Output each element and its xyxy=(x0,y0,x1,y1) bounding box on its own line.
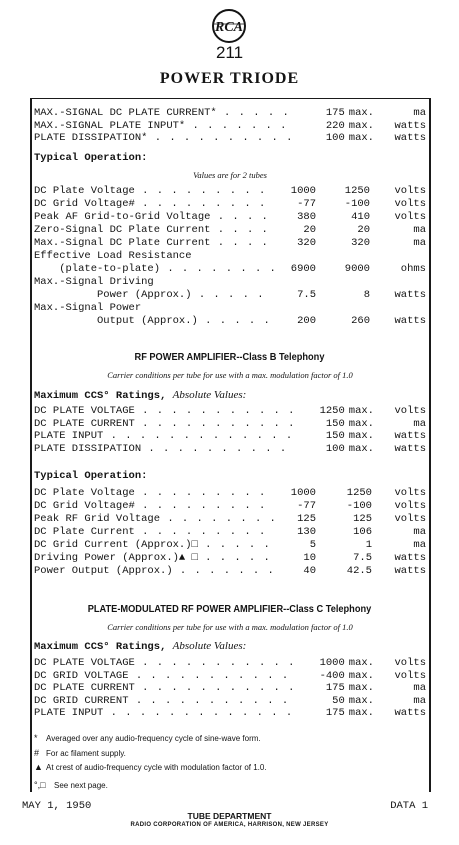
rating-max: max. xyxy=(348,119,374,132)
rating-label: DC PLATE VOLTAGE . . . xyxy=(34,657,297,670)
footnote-mark: # xyxy=(34,748,40,758)
section2-ratings-heading-bold: Maximum CCS° Ratings, xyxy=(34,390,167,402)
typical-row xyxy=(34,513,426,526)
rating-value: 220 xyxy=(325,119,345,132)
section3-note: Carrier conditions per tube for use with a max. modulation factor of 1.0 xyxy=(107,622,353,632)
rating-max: max. xyxy=(348,417,374,430)
footnote xyxy=(34,780,426,791)
rating-row xyxy=(34,707,426,720)
typical-unit: ohms xyxy=(400,263,426,275)
typical-row xyxy=(34,526,426,539)
rating-row xyxy=(34,443,426,456)
typical-unit: ma xyxy=(413,526,426,538)
typical-value-1: 1000 xyxy=(290,185,316,197)
rating-label: PLATE INPUT . . . xyxy=(34,707,297,720)
typical-unit: volts xyxy=(394,487,426,499)
section2-note: Carrier conditions per tube for use with a max. modulation factor of 1.0 xyxy=(107,370,353,380)
rating-max: max. xyxy=(348,694,374,707)
footnote-text: Averaged over any audio-frequency cycle of sine-wave form. xyxy=(46,734,261,743)
rating-row xyxy=(34,682,426,695)
typical-value-2: 106 xyxy=(353,526,372,538)
typical-unit: ma xyxy=(413,224,426,236)
footer-page-number: DATA 1 xyxy=(390,800,428,812)
footnote-text: For ac filament supply. xyxy=(46,749,126,758)
typical-row xyxy=(34,250,426,263)
section2-ratings-heading-italic: Absolute Values: xyxy=(172,389,247,401)
typical-label: Output (Approx.) . . . xyxy=(34,315,274,328)
rating-value: 50 xyxy=(332,694,345,707)
tube-number: 211 xyxy=(215,43,244,62)
rating-label: PLATE DISSIPATION* . . . xyxy=(34,132,297,145)
rating-row xyxy=(34,107,426,120)
typical-label: Driving Power (Approx.)▲ □ . . . xyxy=(34,552,274,565)
typical-row xyxy=(34,539,426,552)
rating-row xyxy=(34,695,426,708)
typical-value-1: 6900 xyxy=(290,263,316,275)
typical-value-1: -77 xyxy=(297,500,316,512)
rating-max: max. xyxy=(348,682,374,694)
typical-label: Power (Approx.) . . . xyxy=(34,289,274,302)
rating-label: DC GRID CURRENT . . . xyxy=(34,695,297,708)
rating-label: PLATE DISSIPATION . . . xyxy=(34,443,297,456)
section3-ratings-heading-bold: Maximum CCS° Ratings, xyxy=(34,641,167,653)
typical-value-1: 10 xyxy=(303,552,316,564)
typical-value-2: 7.5 xyxy=(353,552,372,564)
typical-row xyxy=(34,185,426,198)
typical-row xyxy=(34,552,426,565)
typical-row xyxy=(34,237,426,250)
typical-value-1: 320 xyxy=(297,237,316,249)
rating-label: DC GRID VOLTAGE . . . xyxy=(34,670,297,683)
rating-unit: watts xyxy=(394,707,426,719)
typical-unit: volts xyxy=(394,185,426,197)
typical-value-1: 7.5 xyxy=(297,289,316,301)
rating-label: MAX.-SIGNAL DC PLATE CURRENT* . . . xyxy=(34,107,297,120)
typical-value-2: 1250 xyxy=(346,487,372,499)
rating-unit: volts xyxy=(394,669,426,682)
typical-value-1: 40 xyxy=(303,565,316,577)
rating-unit: ma xyxy=(413,694,426,707)
typical-row xyxy=(34,500,426,513)
typical-value-2: -100 xyxy=(344,198,370,210)
rating-row xyxy=(34,657,426,670)
typical-label: Peak RF Grid Voltage . . . xyxy=(34,513,274,526)
typical-label: DC Grid Voltage# . . . xyxy=(34,500,274,513)
svg-text:RCA: RCA xyxy=(214,20,244,35)
typical-value-2: 1250 xyxy=(344,185,370,197)
page-title: POWER TRIODE xyxy=(159,70,300,87)
typical-row xyxy=(34,315,426,328)
rating-value: 100 xyxy=(325,132,345,144)
typical-label: Power Output (Approx.) . . . xyxy=(34,565,274,578)
footnote xyxy=(34,762,426,773)
rating-label: DC PLATE VOLTAGE . . . xyxy=(34,405,297,418)
rating-unit: watts xyxy=(394,442,426,455)
rating-unit: volts xyxy=(394,405,426,417)
typical-label: Peak AF Grid-to-Grid Voltage . . . xyxy=(34,211,274,224)
typical-value-1: 130 xyxy=(297,526,316,538)
typical-label: Zero-Signal DC Plate Current . . . xyxy=(34,224,274,237)
typical-row xyxy=(34,289,426,302)
rating-unit: ma xyxy=(413,682,426,694)
rating-max: max. xyxy=(348,657,374,669)
rating-value: 150 xyxy=(325,430,345,442)
typical-value-2: 42.5 xyxy=(346,565,372,577)
typical-row xyxy=(34,224,426,237)
rating-unit: watts xyxy=(394,119,426,132)
section1-typical-heading: Typical Operation: xyxy=(34,152,148,164)
typical-value-2: 1 xyxy=(365,539,372,551)
typical-row xyxy=(34,198,426,211)
typical-unit: volts xyxy=(394,211,426,223)
typical-value-2: 410 xyxy=(351,211,370,223)
typical-value-2: 9000 xyxy=(344,263,370,275)
footnote-mark: °,□ xyxy=(34,780,46,790)
rating-value: 1000 xyxy=(319,657,345,669)
typical-value-2: 20 xyxy=(357,224,370,236)
typical-label: Max.-Signal DC Plate Current . . . xyxy=(34,237,274,250)
rating-unit: ma xyxy=(413,107,426,119)
footer-department: TUBE DEPARTMENT xyxy=(187,811,272,821)
footnote xyxy=(34,733,426,744)
rating-unit: watts xyxy=(394,430,426,442)
rating-max: max. xyxy=(348,107,374,119)
typical-value-2: 320 xyxy=(351,237,370,249)
footer-corporation: RADIO CORPORATION OF AMERICA, HARRISON, NEW JERSEY xyxy=(130,822,329,828)
typical-value-1: -77 xyxy=(297,198,316,210)
rating-label: PLATE INPUT . . . xyxy=(34,430,297,443)
footnote-mark: * xyxy=(34,733,38,743)
typical-value-1: 1000 xyxy=(290,487,316,499)
section2-typical-heading: Typical Operation: xyxy=(34,470,148,482)
typical-value-1: 380 xyxy=(297,211,316,223)
rating-max: max. xyxy=(348,669,374,682)
rating-row xyxy=(34,430,426,443)
section3-title: PLATE-MODULATED RF POWER AMPLIFIER--Class C Telephony xyxy=(87,603,372,615)
typical-row xyxy=(34,276,426,289)
footnote-text: At crest of audio-frequency cycle with modulation factor of 1.0. xyxy=(46,763,267,772)
section3-ratings-heading-italic: Absolute Values: xyxy=(172,640,247,652)
typical-value-1: 125 xyxy=(297,513,316,525)
typical-label: Effective Load Resistance xyxy=(34,250,192,262)
typical-row xyxy=(34,565,426,578)
rating-value: 175 xyxy=(325,682,345,694)
rating-row xyxy=(34,132,426,145)
rating-value: 175 xyxy=(325,107,345,119)
typical-value-2: 125 xyxy=(353,513,372,525)
rca-logo xyxy=(211,8,247,44)
section1-typical-note: Values are for 2 tubes xyxy=(193,170,267,180)
typical-label: DC Grid Current (Approx.)□ . . . xyxy=(34,539,274,552)
rating-row xyxy=(34,405,426,418)
section2-ratings-heading xyxy=(34,389,246,403)
typical-value-1: 200 xyxy=(297,315,316,327)
typical-unit: volts xyxy=(394,198,426,210)
rating-unit: watts xyxy=(394,132,426,144)
typical-row xyxy=(34,487,426,500)
rating-label: DC PLATE CURRENT . . . xyxy=(34,418,297,431)
typical-label: DC Plate Current . . . xyxy=(34,526,274,539)
rating-value: 175 xyxy=(325,707,345,719)
rating-max: max. xyxy=(348,405,374,417)
rating-unit: ma xyxy=(413,417,426,430)
footnote-text: See next page. xyxy=(54,781,108,790)
typical-unit: watts xyxy=(394,552,426,564)
footnote-mark: ▲ xyxy=(34,762,43,772)
typical-row xyxy=(34,263,426,276)
typical-label: Max.-Signal Driving xyxy=(34,276,154,288)
typical-unit: ma xyxy=(413,539,426,551)
typical-unit: ma xyxy=(413,237,426,249)
rating-label: DC PLATE CURRENT . . . xyxy=(34,682,297,695)
footnote xyxy=(34,748,426,759)
typical-unit: volts xyxy=(394,500,426,512)
rating-value: -400 xyxy=(319,669,345,682)
section3-ratings-heading xyxy=(34,640,246,654)
typical-value-2: 8 xyxy=(363,289,370,301)
rating-label: MAX.-SIGNAL PLATE INPUT* . . . xyxy=(34,120,297,133)
typical-label: (plate-to-plate) . . . xyxy=(34,263,274,276)
typical-label: Max.-Signal Power xyxy=(34,302,142,314)
typical-label: DC Plate Voltage . . . xyxy=(34,487,274,500)
typical-value-1: 20 xyxy=(303,224,316,236)
typical-value-2: -100 xyxy=(346,500,372,512)
rating-value: 150 xyxy=(325,417,345,430)
typical-unit: watts xyxy=(394,315,426,327)
rating-max: max. xyxy=(348,132,374,144)
rating-value: 100 xyxy=(325,442,345,455)
typical-unit: watts xyxy=(394,289,426,301)
typical-unit: watts xyxy=(394,565,426,577)
rating-max: max. xyxy=(348,430,374,442)
typical-unit: volts xyxy=(394,513,426,525)
rating-row xyxy=(34,670,426,683)
typical-row xyxy=(34,302,426,315)
rating-max: max. xyxy=(348,707,374,719)
rating-unit: volts xyxy=(394,657,426,669)
footer-date: MAY 1, 1950 xyxy=(22,800,92,812)
typical-value-1: 5 xyxy=(309,539,316,551)
rating-max: max. xyxy=(348,442,374,455)
rating-row xyxy=(34,120,426,133)
section2-title: RF POWER AMPLIFIER--Class B Telephony xyxy=(134,351,325,363)
rating-value: 1250 xyxy=(319,405,345,417)
typical-label: DC Plate Voltage . . . xyxy=(34,185,274,198)
typical-label: DC Grid Voltage# . . . xyxy=(34,198,274,211)
rating-row xyxy=(34,418,426,431)
typical-value-2: 260 xyxy=(351,315,370,327)
typical-row xyxy=(34,211,426,224)
